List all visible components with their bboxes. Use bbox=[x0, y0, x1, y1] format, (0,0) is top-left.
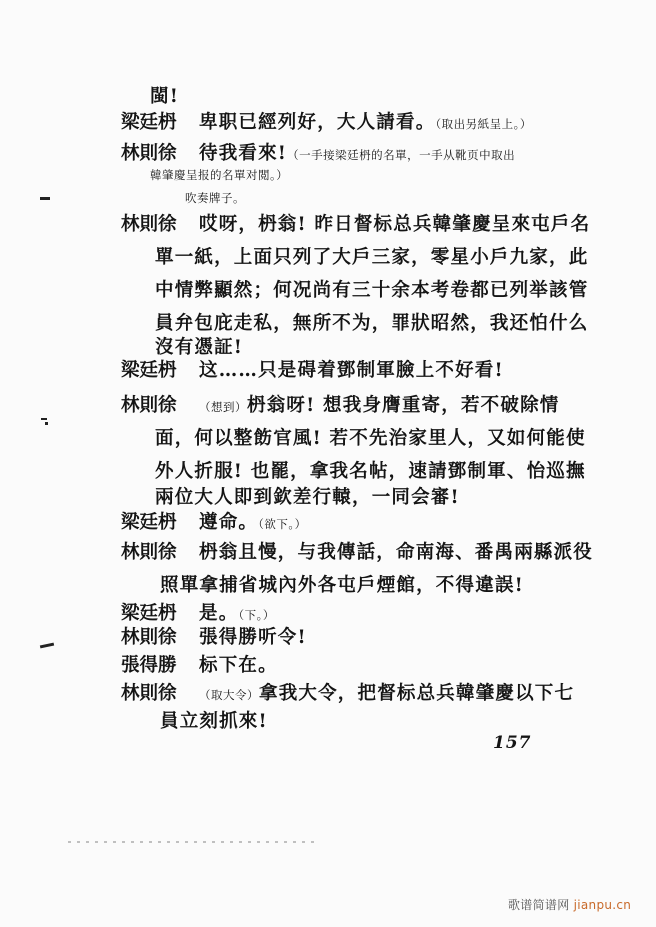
script-line bbox=[155, 247, 588, 269]
script-line bbox=[121, 112, 532, 135]
script-line bbox=[121, 542, 593, 564]
script-line bbox=[121, 143, 515, 166]
dialogue-text: 單一紙，上面只列了大戶三家，零星小戶九家，此 bbox=[155, 247, 589, 268]
dialogue-text: 卑职已經列好，大人請看。 bbox=[199, 112, 436, 133]
stage-direction: （一手接梁廷枬的名單，一手从靴页中取出 bbox=[287, 148, 516, 162]
script-line bbox=[155, 487, 460, 509]
dialogue-text: 員弁包庇走私，無所不为，罪狀昭然，我还怕什么 bbox=[155, 313, 589, 334]
watermark bbox=[508, 896, 631, 913]
dialogue-text: 中情弊顯然；何况尚有三十余本考卷都已列举該管 bbox=[155, 280, 589, 301]
dialogue-text: 拿我大令，把督标总兵韓肇慶以下七 bbox=[259, 683, 575, 704]
dialogue-text: 面，何以整飭官風! 若不先治家里人，又如何能使 bbox=[155, 428, 586, 449]
stage-direction-line bbox=[185, 190, 245, 206]
dialogue-text: 外人折服! 也罷，拿我名帖，速請鄧制軍、怡巡撫 bbox=[155, 461, 586, 482]
script-line bbox=[160, 711, 268, 733]
stage-direction: 吹奏牌子。 bbox=[185, 191, 245, 205]
dialogue-text: 是。 bbox=[199, 603, 239, 624]
dialogue-text: 枬翁呀! 想我身膺重寄，若不破除情 bbox=[247, 395, 560, 416]
dialogue-text: 枬翁且慢，与我傳話，命南海、番禺兩縣派役 bbox=[199, 542, 594, 563]
script-line bbox=[155, 337, 243, 359]
speaker-name: 梁廷枬 bbox=[121, 112, 177, 133]
binding-mark bbox=[45, 422, 48, 425]
speaker-name: 張得勝 bbox=[121, 655, 177, 676]
speaker-name: 林則徐 bbox=[121, 627, 177, 648]
dialogue-text: 哎呀，枬翁! 昨日督标总兵韓肇慶呈來屯戶名 bbox=[199, 214, 591, 235]
script-line bbox=[160, 575, 524, 597]
dialogue-text: 張得勝听令! bbox=[199, 627, 307, 648]
stage-direction: （想到） bbox=[199, 400, 247, 414]
speaker-name: 林則徐 bbox=[121, 143, 177, 164]
script-line bbox=[121, 395, 559, 418]
dialogue-text: 待我看來! bbox=[199, 143, 288, 164]
dialogue-text: 兩位大人即到欽差行轅，一同会審! bbox=[155, 487, 460, 508]
speaker-name: 梁廷枬 bbox=[121, 360, 177, 381]
speaker-name: 梁廷枬 bbox=[121, 512, 177, 533]
script-line bbox=[121, 512, 307, 535]
watermark-domain: jianpu.cn bbox=[573, 898, 632, 912]
script-line bbox=[121, 603, 275, 626]
speaker-name: 林則徐 bbox=[121, 395, 177, 416]
page-number: 157 bbox=[493, 733, 532, 753]
script-line bbox=[121, 360, 504, 382]
watermark-site-name: 歌谱简谱网 bbox=[508, 898, 570, 912]
binding-mark bbox=[41, 418, 47, 420]
dialogue-text: 員立刻抓來! bbox=[160, 711, 268, 732]
stage-direction-line bbox=[150, 167, 288, 183]
dialogue-text: 标下在。 bbox=[199, 655, 278, 676]
script-line bbox=[155, 280, 588, 302]
scan-noise bbox=[68, 841, 318, 843]
script-line bbox=[155, 313, 588, 335]
dialogue-text: 閩! bbox=[150, 86, 180, 107]
speaker-name: 林則徐 bbox=[121, 542, 177, 563]
speaker-name: 梁廷枬 bbox=[121, 603, 177, 624]
binding-mark bbox=[40, 643, 54, 649]
dialogue-text: 这……只是碍着鄧制軍臉上不好看! bbox=[199, 360, 504, 381]
script-line bbox=[155, 428, 586, 450]
speaker-name: 林則徐 bbox=[121, 683, 177, 704]
script-line bbox=[121, 683, 574, 706]
script-line bbox=[121, 655, 278, 677]
stage-direction: （取大令） bbox=[199, 688, 259, 702]
script-line bbox=[121, 214, 590, 236]
speaker-name: 林則徐 bbox=[121, 214, 177, 235]
script-line bbox=[155, 461, 586, 483]
dialogue-text: 照單拿捕省城內外各屯戶煙館，不得違誤! bbox=[160, 575, 524, 596]
script-line bbox=[150, 86, 179, 108]
script-line bbox=[121, 627, 307, 649]
stage-direction: （欲下。） bbox=[258, 517, 307, 531]
dialogue-text: 沒有憑証! bbox=[155, 337, 244, 358]
stage-direction: 韓肇慶呈报的名單对閲。） bbox=[150, 168, 289, 182]
binding-mark bbox=[40, 197, 50, 200]
stage-direction: （下。） bbox=[238, 608, 275, 622]
dialogue-text: 遵命。 bbox=[199, 512, 259, 533]
stage-direction: （取出另紙呈上。） bbox=[435, 117, 532, 131]
